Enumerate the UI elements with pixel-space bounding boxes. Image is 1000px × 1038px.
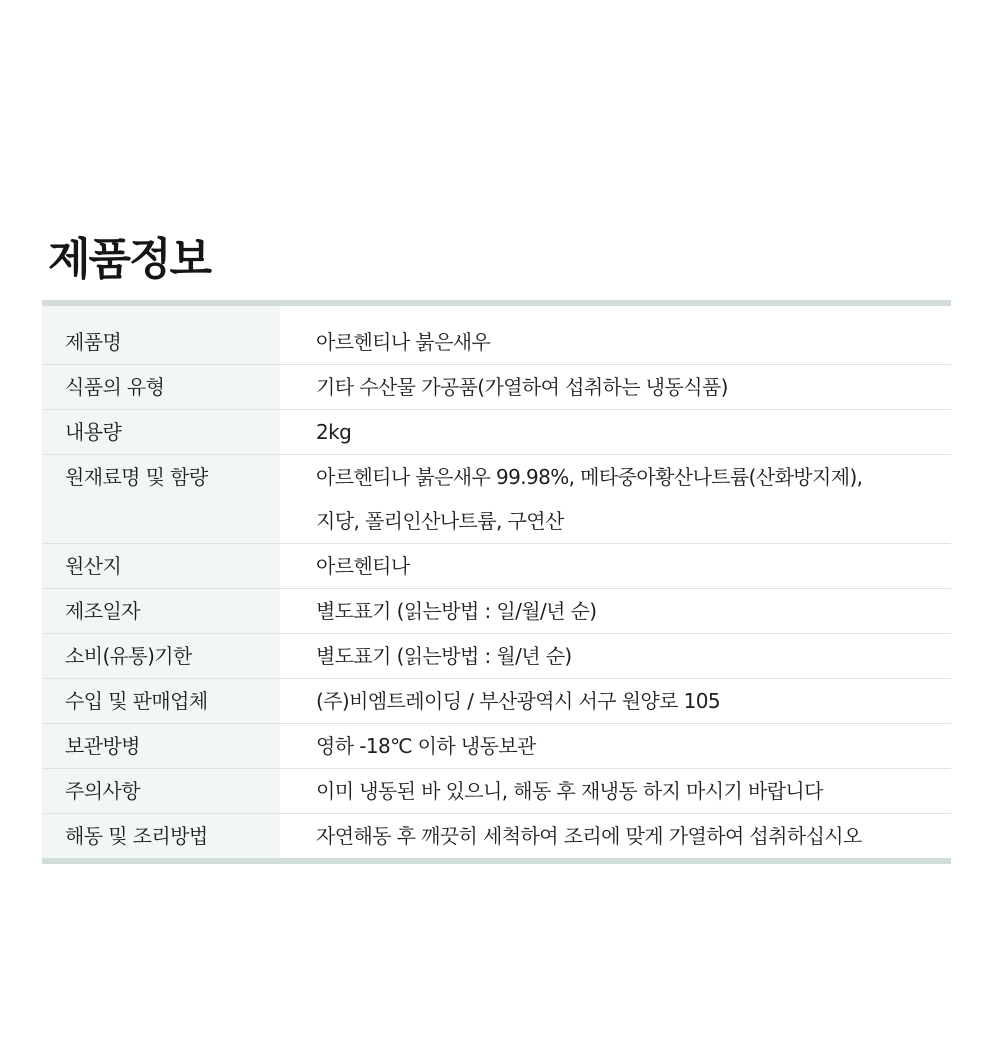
row-label-net-weight: 내용량 (42, 410, 280, 455)
table-row (42, 544, 951, 589)
row-label-ingredients: 원재료명 및 함량 (42, 455, 280, 544)
table-row (42, 814, 951, 862)
row-label-importer: 수입 및 판매업체 (42, 679, 280, 724)
table-row (42, 769, 951, 814)
row-value-importer (280, 679, 951, 724)
product-info-table (42, 300, 951, 864)
table-row (42, 410, 951, 455)
row-label-origin: 원산지 (42, 544, 280, 589)
page-title: 제품정보 (48, 234, 211, 285)
value-text: 별도표기 (읽는방법 : 일/월/년 순) (316, 599, 597, 623)
row-value-expiry (280, 634, 951, 679)
row-label-caution: 주의사항 (42, 769, 280, 814)
table-row (42, 679, 951, 724)
row-value-origin (280, 544, 951, 589)
row-label-product-name: 제품명 (42, 303, 280, 365)
table-row (42, 455, 951, 544)
row-label-manufacture-date: 제조일자 (42, 589, 280, 634)
value-text: 영하 -18℃ 이하 냉동보관 (316, 734, 536, 758)
row-value-manufacture-date (280, 589, 951, 634)
value-text: 이미 냉동된 바 있으니, 해동 후 재냉동 하지 마시기 바랍니다 (316, 779, 823, 803)
value-text: 별도표기 (읽는방법 : 월/년 순) (316, 644, 572, 668)
value-text: (주)비엠트레이딩 / 부산광역시 서구 원양로 105 (316, 689, 720, 713)
value-text: 기타 수산물 가공품(가열하여 섭취하는 냉동식품) (316, 375, 728, 399)
row-value-net-weight (280, 410, 951, 455)
value-text: 아르헨티나 (316, 554, 410, 578)
table-row (42, 634, 951, 679)
row-value-thawing (280, 814, 951, 862)
value-text: 지당, 폴리인산나트륨, 구연산 (316, 509, 564, 533)
row-label-expiry: 소비(유통)기한 (42, 634, 280, 679)
row-value-ingredients (280, 455, 951, 544)
table-row (42, 589, 951, 634)
row-value-caution (280, 769, 951, 814)
table-row (42, 365, 951, 410)
value-text: 자연해동 후 깨끗히 세척하여 조리에 맞게 가열하여 섭취하십시오 (316, 824, 862, 848)
row-value-product-name (280, 303, 951, 365)
table-row (42, 303, 951, 365)
row-label-thawing: 해동 및 조리방법 (42, 814, 280, 862)
value-text: 2kg (316, 420, 352, 444)
value-text: 아르헨티나 붉은새우 99.98%, 메타중아황산나트륨(산화방지제), (316, 465, 863, 489)
row-label-storage: 보관방병 (42, 724, 280, 769)
row-value-storage (280, 724, 951, 769)
row-label-food-type: 식품의 유형 (42, 365, 280, 410)
table-row (42, 724, 951, 769)
row-value-food-type (280, 365, 951, 410)
value-text: 아르헨티나 붉은새우 (316, 330, 491, 354)
